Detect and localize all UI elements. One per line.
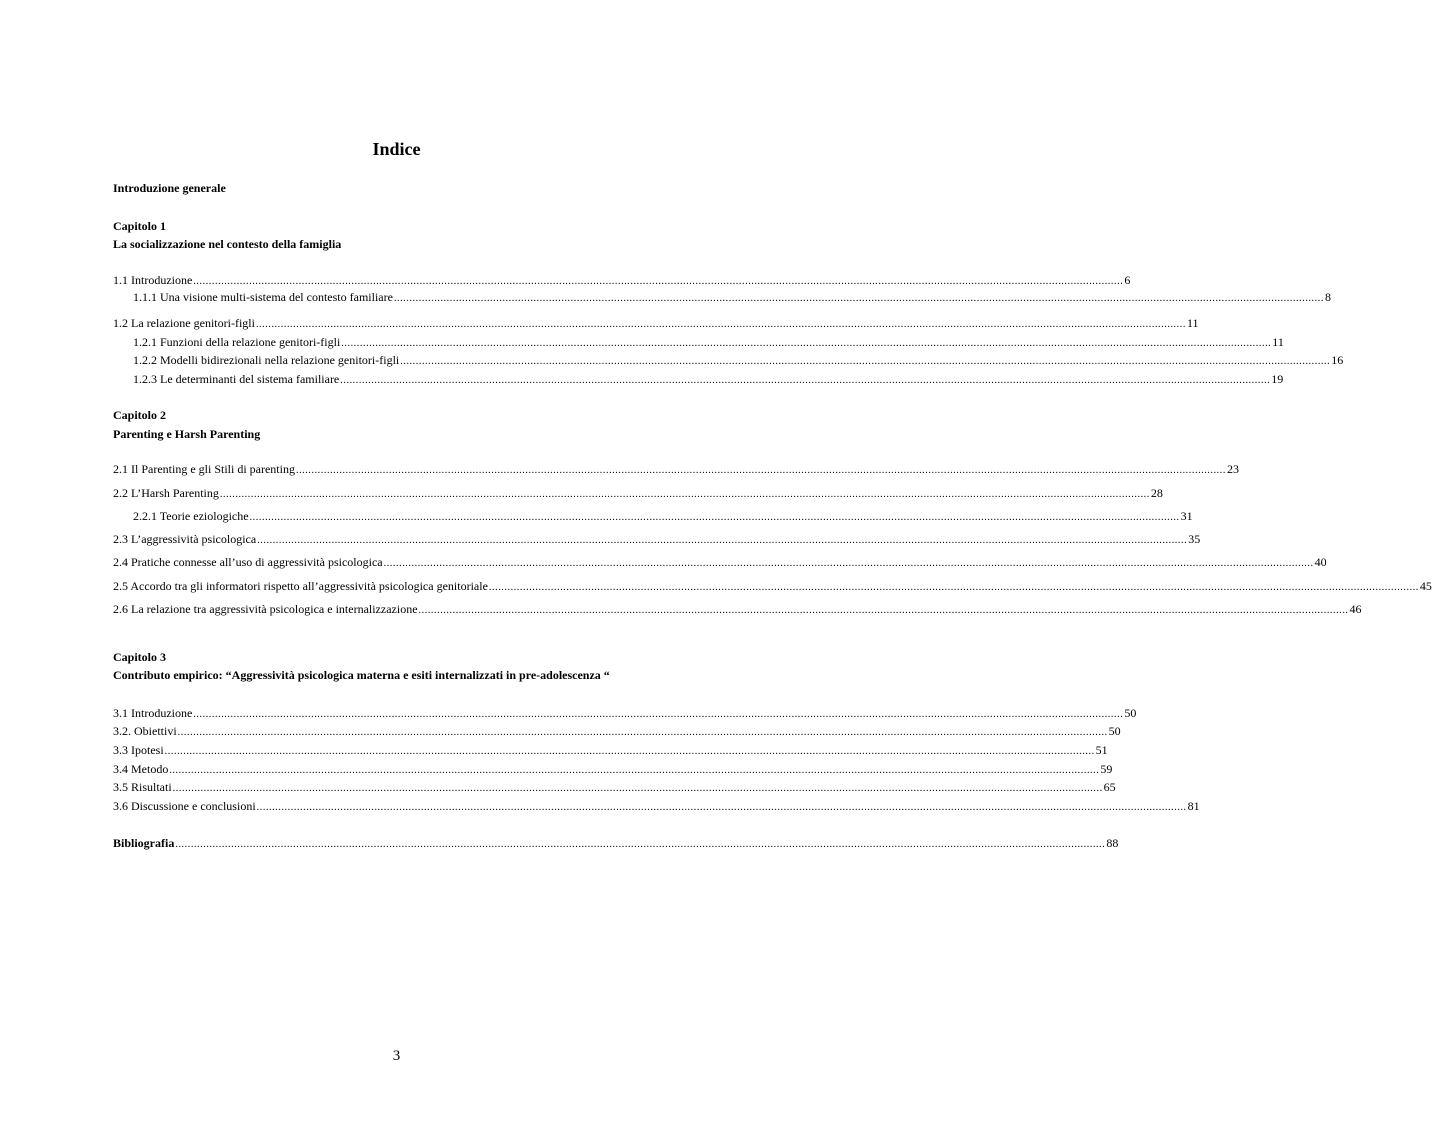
toc-entry-page: 31 [1180, 509, 1193, 523]
toc-leader: ............................................................................................................................................................................................................................................................................................................ [256, 802, 1187, 813]
toc-entry[interactable] [113, 315, 1199, 333]
toc-entry[interactable] [133, 352, 1344, 370]
toc-leader: ............................................................................................................................................................................................................................................................................................................ [341, 338, 1272, 349]
toc-entry-label: Bibliografia [113, 836, 175, 850]
toc-entry-label: 3.2. Obiettivi [113, 724, 177, 738]
toc-entry[interactable] [113, 705, 1137, 723]
toc-entry-bibliography[interactable] [113, 835, 1119, 853]
toc-entry[interactable] [113, 554, 1327, 572]
page-number: 3 [392, 1048, 401, 1064]
toc-leader: ............................................................................................................................................................................................................................................................................................................ [193, 276, 1124, 287]
toc-entry-label: 1.1.1 Una visione multi-sistema del contesto familiare [133, 290, 393, 304]
toc-leader: ............................................................................................................................................................................................................................................................................................................ [295, 465, 1226, 476]
toc-leader: ............................................................................................................................................................................................................................................................................................................ [164, 746, 1095, 757]
toc-entry[interactable] [113, 761, 1113, 779]
toc-entry[interactable] [113, 723, 1121, 741]
toc-entry[interactable] [113, 601, 1362, 619]
toc-entry-label: 1.2.1 Funzioni della relazione genitori-figli [133, 335, 341, 349]
toc-entry-label: 1.1 Introduzione [113, 273, 193, 287]
toc-entry[interactable] [133, 334, 1284, 352]
toc-entry-label: 2.5 Accordo tra gli informatori rispetto all’aggressività psicologica genitoriale [113, 579, 488, 593]
toc-entry[interactable] [113, 798, 1200, 816]
toc-entry-label: 3.6 Discussione e conclusioni [113, 799, 256, 813]
toc-entry-page: 45 [1419, 579, 1432, 593]
toc-entry-page: 11 [1186, 316, 1199, 330]
toc-leader: ............................................................................................................................................................................................................................................................................................................ [340, 375, 1271, 386]
toc-entry[interactable] [113, 578, 1432, 596]
toc-entry[interactable] [113, 485, 1163, 503]
toc-leader: ............................................................................................................................................................................................................................................................................................................ [172, 783, 1103, 794]
toc-entry[interactable] [113, 779, 1116, 797]
toc-leader: ............................................................................................................................................................................................................................................................................................................ [400, 356, 1331, 367]
toc-entry-label: 2.1 Il Parenting e gli Stili di parenting [113, 462, 295, 476]
toc-entry-label: 2.6 La relazione tra aggressività psicologica e internalizzazione [113, 602, 418, 616]
toc-entry[interactable] [133, 289, 1331, 307]
toc-entry-page: 50 [1108, 724, 1121, 738]
toc-entry-page: 81 [1187, 799, 1200, 813]
toc-leader: ............................................................................................................................................................................................................................................................................................................ [193, 709, 1124, 720]
chapter1-title: La socializzazione nel contesto della famiglia [113, 237, 342, 251]
toc-entry-label: 3.5 Risultati [113, 780, 172, 794]
toc-leader: ............................................................................................................................................................................................................................................................................................................ [175, 839, 1106, 850]
toc-entry-page: 28 [1150, 486, 1163, 500]
toc-entry-page: 46 [1349, 602, 1362, 616]
toc-entry-page: 35 [1188, 532, 1201, 546]
toc-entry-label: 3.3 Ipotesi [113, 743, 164, 757]
page-title: Indice [372, 139, 421, 159]
toc-entry[interactable] [133, 371, 1284, 389]
chapter2-number: Capitolo 2 [113, 408, 167, 422]
toc-leader: ............................................................................................................................................................................................................................................................................................................ [393, 293, 1324, 304]
toc-entry-label: 2.2 L’Harsh Parenting [113, 486, 219, 500]
toc-leader: ............................................................................................................................................................................................................................................................................................................ [219, 489, 1150, 500]
toc-entry-page: 11 [1272, 335, 1284, 349]
toc-entry-label: 2.2.1 Teorie eziologiche [133, 509, 249, 523]
toc-leader: ............................................................................................................................................................................................................................................................................................................ [418, 605, 1349, 616]
toc-entry-page: 88 [1106, 836, 1119, 850]
toc-entry[interactable] [113, 272, 1131, 290]
chapter3-title: Contributo empirico: “Aggressività psicologica materna e esiti internalizzati in pre-adolescenza “ [113, 668, 610, 682]
toc-entry-label: 2.3 L’aggressività psicologica [113, 532, 257, 546]
toc-entry[interactable] [133, 508, 1193, 526]
toc-leader: ............................................................................................................................................................................................................................................................................................................ [169, 765, 1100, 776]
toc-entry-label: 2.4 Pratiche connesse all’uso di aggressività psicologica [113, 555, 383, 569]
toc-leader: ............................................................................................................................................................................................................................................................................................................ [255, 319, 1186, 330]
toc-entry-page: 40 [1314, 555, 1327, 569]
toc-entry-page: 16 [1331, 353, 1344, 367]
toc-entry-page: 19 [1271, 372, 1284, 386]
toc-entry-page: 51 [1095, 743, 1108, 757]
toc-entry-label: 3.1 Introduzione [113, 706, 193, 720]
toc-entry-label: 1.2 La relazione genitori-figli [113, 316, 255, 330]
toc-entry-page: 8 [1324, 290, 1331, 304]
chapter1-number: Capitolo 1 [113, 219, 167, 233]
toc-leader: ............................................................................................................................................................................................................................................................................................................ [177, 727, 1108, 738]
toc-entry-page: 50 [1124, 706, 1137, 720]
toc-leader: ............................................................................................................................................................................................................................................................................................................ [488, 582, 1419, 593]
toc-leader: ............................................................................................................................................................................................................................................................................................................ [249, 512, 1180, 523]
toc-entry[interactable] [113, 742, 1108, 760]
chapter2-title: Parenting e Harsh Parenting [113, 427, 261, 441]
toc-entry-page: 59 [1100, 762, 1113, 776]
toc-entry-label: 1.2.3 Le determinanti del sistema familiare [133, 372, 340, 386]
introduction-heading: Introduzione generale [113, 181, 226, 195]
toc-entry-page: 23 [1226, 462, 1239, 476]
toc-leader: ............................................................................................................................................................................................................................................................................................................ [383, 558, 1314, 569]
toc-entry-page: 65 [1103, 780, 1116, 794]
toc-entry[interactable] [113, 531, 1201, 549]
chapter3-number: Capitolo 3 [113, 650, 167, 664]
toc-entry-label: 3.4 Metodo [113, 762, 169, 776]
toc-entry-page: 6 [1124, 273, 1131, 287]
toc-entry[interactable] [113, 461, 1239, 479]
toc-entry-label: 1.2.2 Modelli bidirezionali nella relazione genitori-figli [133, 353, 400, 367]
toc-leader: ............................................................................................................................................................................................................................................................................................................ [257, 535, 1188, 546]
